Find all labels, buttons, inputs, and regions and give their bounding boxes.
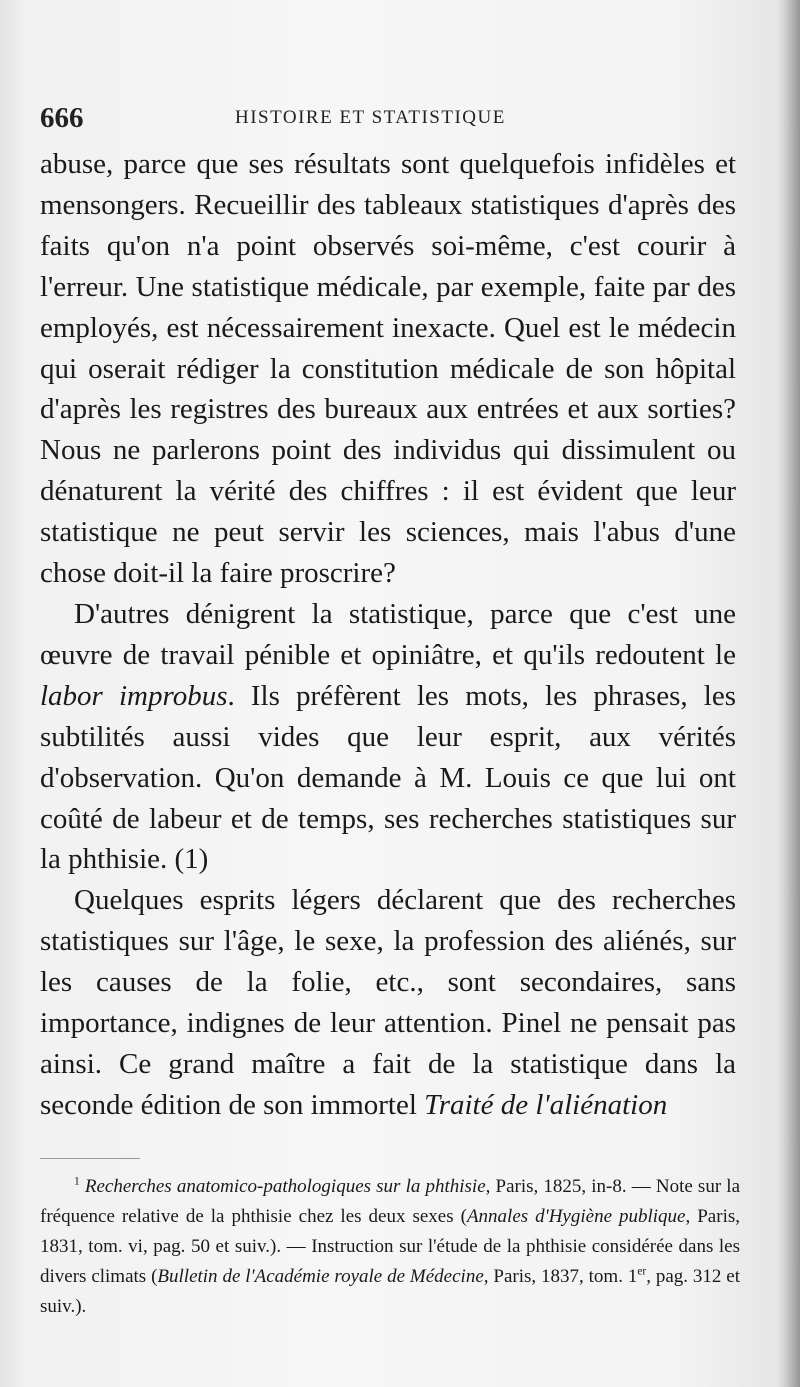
footnote-italic-1: Recherches anatomico-pathologiques sur la phthisie: [84, 1176, 486, 1197]
footnote-text-4: , pag. 312 et suiv.).: [40, 1266, 740, 1317]
paragraph-3-text-a: Quelques esprits légers déclarent que des recherches statistiques sur l'âge, le sexe, la profession des aliénés, sur les causes de la folie, etc., sont secondaires, sans importance, indignes de leur attention. Pinel ne pensait pas ainsi. Ce grand maître a fait de la statistique dans la seconde édition de son immortel: [40, 884, 736, 1121]
footnote-text: [40, 1172, 740, 1322]
footnote-text-3: , Paris, 1837, tom. 1: [483, 1266, 638, 1287]
page-edge-shadow: [778, 0, 800, 1387]
paragraph-3: [40, 880, 736, 1125]
footnote-superscript: er: [637, 1265, 647, 1278]
footnote-italic-3: Bulletin de l'Académie royale de Médecine: [157, 1266, 484, 1287]
paragraph-2: [40, 594, 736, 880]
running-head: HISTOIRE ET STATISTIQUE: [235, 107, 506, 128]
paragraph-2-text-b: . Ils préfèrent les mots, les phrases, les subtilités aussi vides que leur esprit, aux vérités d'observation. Qu'on demande à M. Louis ce que lui ont coûté de labeur et de temps, ses recherches statistiques sur la phthisie. (1): [40, 679, 736, 876]
footnote-text-1: , Paris, 1825, in-8. — Note sur la fréquence relative de la phthisie chez les deux sexes (: [40, 1176, 740, 1227]
footnote-text-2: , Paris, 1831, tom. vi, pag. 50 et suiv.). — Instruction sur l'étude de la phthisie considérée dans les divers climats (: [40, 1206, 740, 1287]
paragraph-1: [40, 144, 736, 594]
page-number: 666: [40, 102, 84, 134]
footnote: [40, 1172, 740, 1322]
footnote-divider: [40, 1158, 140, 1159]
paragraph-2-italic: labor improbus: [40, 679, 228, 712]
footnote-italic-2: Annales d'Hygiène publique: [466, 1206, 686, 1227]
paragraph-2-text-a: D'autres dénigrent la statistique, parce que c'est une œuvre de travail pénible et opiniâtre, et qu'ils redoutent le: [40, 597, 736, 671]
paragraph-1-text: abuse, parce que ses résultats sont quelquefois infidèles et mensongers. Recueillir des tableaux statistiques d'après des faits qu'on n'a point observés soi-même, c'est courir à l'erreur. Une statistique médicale, par exemple, faite par des employés, est nécessairement inexacte. Quel est le médecin qui oserait rédiger la constitution médicale de son hôpital d'après les registres des bureaux aux entrées et aux sorties? Nous ne parlerons point des individus qui dissimulent ou dénaturent la vérité des chiffres : il est évident que leur statistique ne peut servir les sciences, mais l'abus d'une chose doit-il la faire proscrire?: [40, 148, 736, 590]
footnote-marker: 1: [74, 1175, 80, 1188]
body-text: [40, 144, 736, 1126]
paragraph-3-italic: Traité de l'aliénation: [424, 1088, 668, 1121]
page-header: [40, 98, 740, 138]
